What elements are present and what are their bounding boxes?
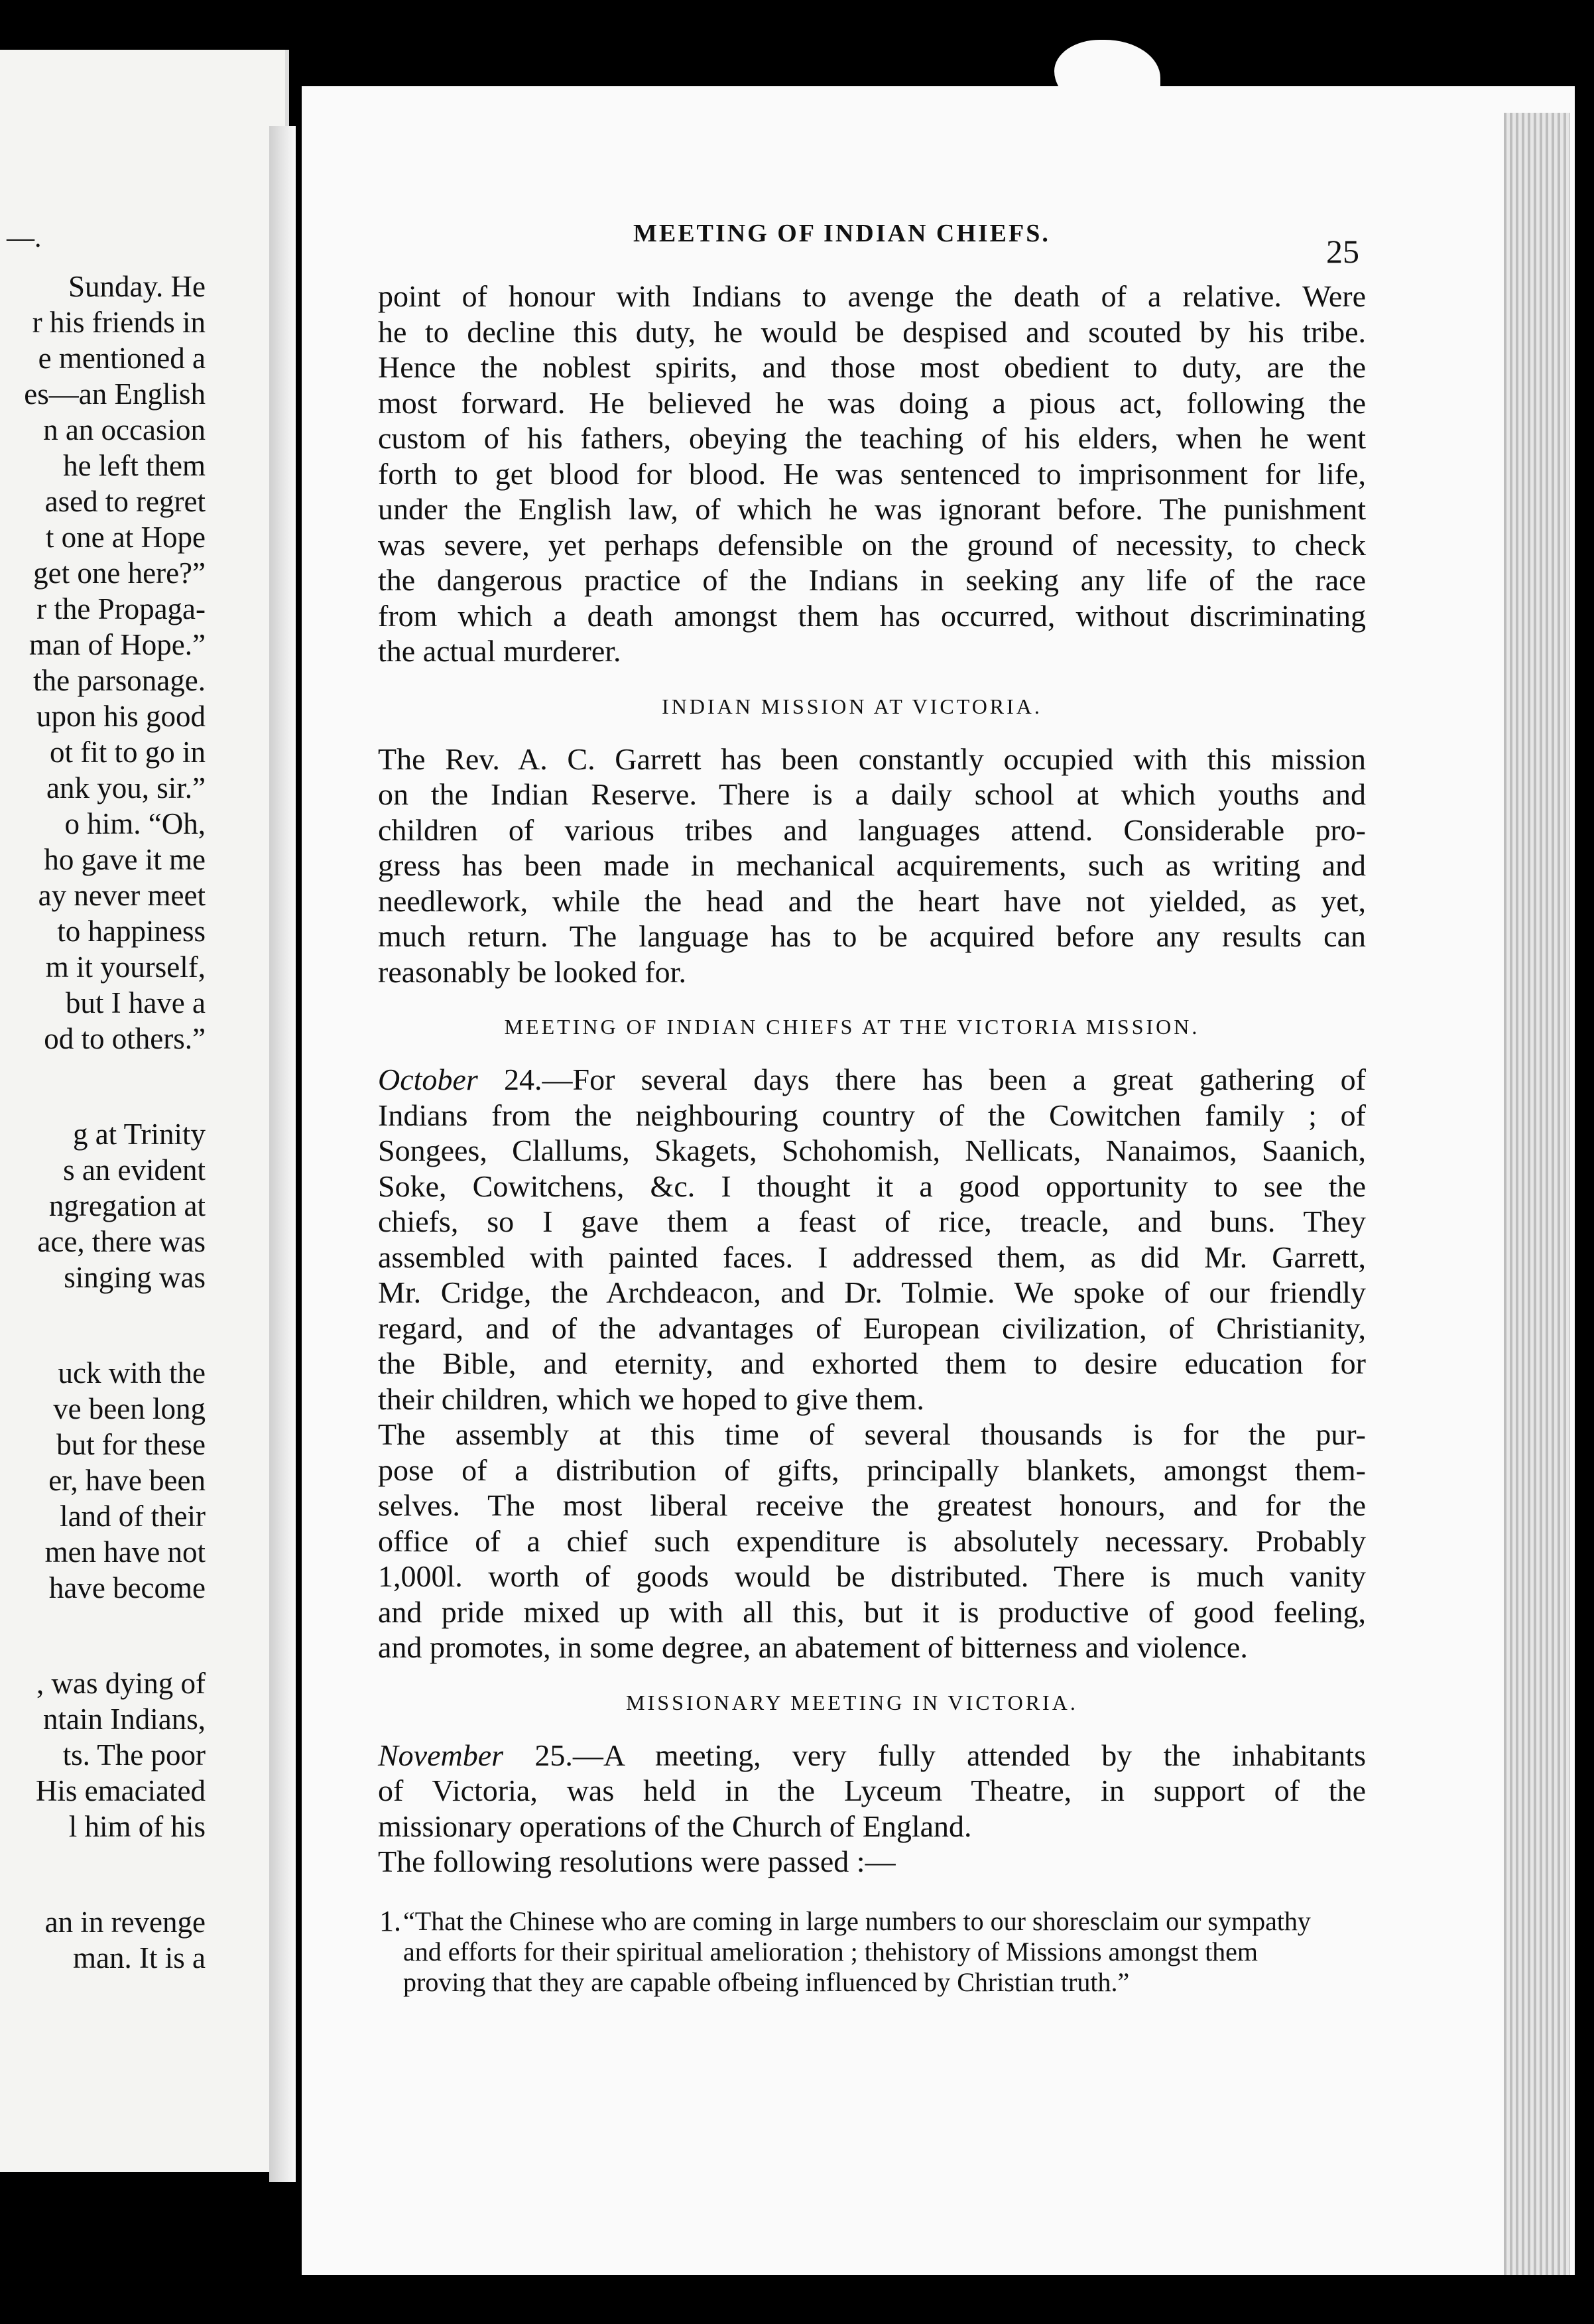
left-page-line: o him. “Oh, <box>64 807 206 840</box>
left-page-line: ot fit to go in <box>50 736 206 769</box>
paragraph-november <box>338 1738 1366 1844</box>
text-line: under the English law, of which he was ignorant before. The punishment <box>378 492 1366 526</box>
left-page-line: ntain Indians, <box>43 1703 206 1736</box>
heading-indian-mission: INDIAN MISSION AT VICTORIA. <box>662 694 1042 718</box>
left-page-line: ho gave it me <box>44 843 206 876</box>
text-line: regard, and of the advantages of European civilization, of Christianity, <box>378 1311 1366 1345</box>
text-line-rest: 25.—A meeting, very fully attended by the inhabitants <box>503 1738 1366 1772</box>
entry-date: November <box>378 1738 504 1772</box>
left-page-line: man. It is a <box>73 1941 206 1974</box>
text-line: chiefs, so I gave them a feast of rice, treacle, and buns. They <box>378 1204 1366 1238</box>
left-page-line: ts. The poor <box>62 1738 206 1772</box>
left-page-line: Sunday. He <box>68 270 206 303</box>
left-page-line: , was dying of <box>36 1667 206 1700</box>
text-line: gress has been made in mechanical acquirements, such as writing and <box>378 848 1366 882</box>
heading-missionary-meeting: MISSIONARY MEETING IN VICTORIA. <box>626 1690 1078 1714</box>
left-page-line: er, have been <box>48 1464 206 1497</box>
left-page-line: ngregation at <box>48 1189 206 1222</box>
text-line: office of a chief such expenditure is absolutely necessary. Probably <box>378 1523 1366 1558</box>
text-line: custom of his fathers, obeying the teaching of his elders, when he went <box>378 421 1366 455</box>
text-line: their children, which we hoped to give them. <box>378 1382 924 1416</box>
left-page-line: m it yourself, <box>45 950 206 984</box>
left-page-line: r the Propaga- <box>36 592 206 625</box>
text-line: Soke, Cowitchens, &c. I thought it a good opportunity to see the <box>378 1169 1366 1203</box>
text-line: The Rev. A. C. Garrett has been constantly occupied with this mission <box>378 742 1366 776</box>
left-page-line: e mentioned a <box>38 342 206 375</box>
text-line: Songees, Clallums, Skagets, Schohomish, Nellicats, Nanaimos, Saanich, <box>378 1133 1366 1167</box>
left-page-line: but I have a <box>65 986 206 1019</box>
left-page-line: singing was <box>64 1261 206 1294</box>
left-page-line: r his friends in <box>32 306 206 339</box>
page-number: 25 <box>1326 233 1359 270</box>
text-line: The following resolutions were passed :— <box>378 1844 896 1878</box>
text-line-rest: 24.—For several days there has been a great gathering of <box>477 1063 1366 1096</box>
left-page-line: t one at Hope <box>45 521 206 554</box>
heading-meeting-of-chiefs: MEETING OF INDIAN CHIEFS AT THE VICTORIA MISSION. <box>504 1015 1200 1039</box>
left-page-line: man of Hope.” <box>29 628 206 661</box>
left-page <box>0 50 289 2172</box>
left-page-line: the parsonage. <box>33 664 206 697</box>
left-page-text <box>0 269 206 1976</box>
text-line: history of Missions amongst them proving that they are capable of <box>403 1936 1258 1997</box>
text-line: forth to get blood for blood. He was sentenced to imprisonment for life, <box>378 456 1366 491</box>
page-edge <box>1504 113 1570 2275</box>
left-page-line: es—an English <box>24 377 206 411</box>
text-line: was severe, yet perhaps defensible on the ground of necessity, to check <box>378 527 1366 562</box>
left-page-line: an in revenge <box>44 1905 206 1939</box>
text-line <box>338 1738 1366 1774</box>
paragraph-resolutions-intro <box>338 1844 1366 1880</box>
resolution-number: 1. <box>379 1904 401 1937</box>
left-page-line: he left them <box>63 449 206 482</box>
resolution-text <box>403 1906 1339 1998</box>
text-line: assembled with painted faces. I addressed them, as did Mr. Garrett, <box>378 1240 1366 1274</box>
resolution-1 <box>338 1906 1366 1998</box>
left-page-line: ank you, sir.” <box>46 771 206 805</box>
text-line: missionary operations of the Church of England. <box>378 1809 972 1843</box>
left-page-line: g at Trinity <box>72 1118 206 1151</box>
left-page-line: uck with the <box>58 1356 206 1389</box>
running-head: MEETING OF INDIAN CHIEFS. <box>633 220 1050 247</box>
left-page-line: ve been long <box>53 1392 206 1425</box>
left-page-line: ay never meet <box>38 879 206 912</box>
book-gutter <box>269 126 296 2182</box>
text-line: needlework, while the head and the heart have not yielded, as yet, <box>378 883 1366 918</box>
left-page-line: l him of his <box>68 1810 206 1843</box>
text-line: Indians from the neighbouring country of the Cowitchen family ; of <box>378 1098 1366 1132</box>
text-line: claim our sympathy and efforts for their spiritual amelioration ; the <box>403 1905 1311 1967</box>
text-line: of Victoria, was held in the Lyceum Theatre, in support of the <box>378 1774 1366 1807</box>
left-page-line: have become <box>48 1571 206 1604</box>
left-page-line: land of their <box>60 1500 206 1533</box>
left-page-line: His emaciated <box>35 1774 206 1807</box>
text-line: pose of a distribution of gifts, principally blankets, amongst them- <box>378 1452 1366 1487</box>
left-page-line: get one here?” <box>33 556 206 590</box>
text-line: the Bible, and eternity, and exhorted them to desire education for <box>378 1346 1366 1380</box>
left-page-line: n an occasion <box>43 413 206 446</box>
text-line: being influenced by Christian truth.” <box>739 1967 1130 1997</box>
paragraph-honour <box>338 279 1366 669</box>
text-line: Hence the noblest spirits, and those most obedient to duty, are the <box>378 350 1366 384</box>
text-line: most forward. He believed he was doing a pious act, following the <box>378 385 1366 420</box>
text-line: 1,000l. worth of goods would be distributed. There is much vanity <box>378 1559 1366 1593</box>
left-page-line: upon his good <box>36 700 206 733</box>
text-line: the actual murderer. <box>378 634 621 668</box>
page-body <box>338 279 1366 1998</box>
text-line: The assembly at this time of several thousands is for the pur- <box>378 1417 1366 1451</box>
text-line: selves. The most liberal receive the greatest honours, and for the <box>378 1488 1366 1522</box>
left-page-line: s an evident <box>63 1153 206 1187</box>
text-line: much return. The language has to be acquired before any results can <box>378 919 1366 953</box>
text-line: and pride mixed up with all this, but it is productive of good feeling, <box>378 1594 1366 1629</box>
left-page-line: but for these <box>56 1428 206 1461</box>
paragraph-assembly <box>338 1417 1366 1665</box>
left-page-fragment: —. <box>7 223 42 253</box>
text-line: from which a death amongst them has occurred, without discriminating <box>378 598 1366 633</box>
text-line: Mr. Cridge, the Archdeacon, and Dr. Tolmie. We spoke of our friendly <box>378 1275 1366 1309</box>
text-line: on the Indian Reserve. There is a daily school at which youths and <box>378 777 1366 811</box>
left-page-line: ased to regret <box>44 485 206 518</box>
left-page-line: men have not <box>44 1535 206 1569</box>
text-line <box>338 1062 1366 1098</box>
text-line: point of honour with Indians to avenge the death of a relative. Were <box>378 279 1366 313</box>
text-line: children of various tribes and languages attend. Considerable pro- <box>378 812 1366 847</box>
paragraph-indian-mission <box>338 742 1366 990</box>
paragraph-october <box>338 1062 1366 1417</box>
left-page-line: to happiness <box>57 915 206 948</box>
left-page-line: od to others.” <box>44 1022 206 1055</box>
text-line: and promotes, in some degree, an abatement of bitterness and violence. <box>378 1630 1248 1664</box>
entry-date: October <box>378 1063 478 1096</box>
text-line: the dangerous practice of the Indians in seeking any life of the race <box>378 563 1366 597</box>
left-page-line: ace, there was <box>37 1225 206 1258</box>
text-line: reasonably be looked for. <box>378 954 686 989</box>
text-line: he to decline this duty, he would be despised and scouted by his tribe. <box>378 314 1366 349</box>
text-line: “That the Chinese who are coming in large numbers to our shores <box>403 1905 1101 1936</box>
